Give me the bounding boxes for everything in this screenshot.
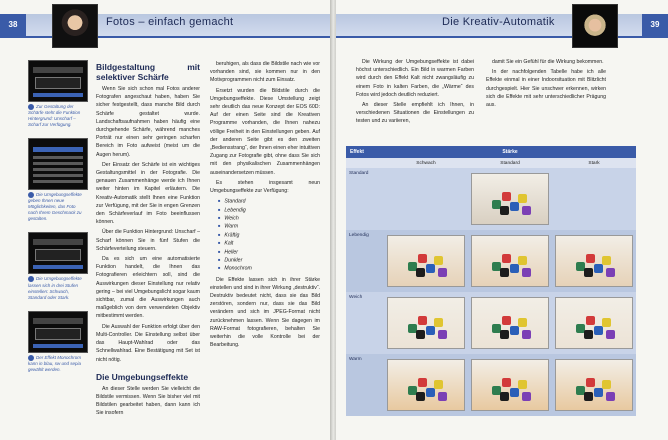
running-head: Die Kreativ-Automatik [442,16,555,28]
header-photo [572,4,618,48]
effect-sample-photo [555,297,633,349]
paragraph: Es stehen insgesamt neun Umgebungseffekte zur Verfügung: [210,179,320,195]
section-heading: Die Umgebungseffekte [96,371,189,382]
list-item: ■ Kalt [218,239,320,247]
effect-sample-photo [471,359,549,411]
paragraph: An dieser Stelle empfiehlt ich Ihnen, in verschiedenen Situationen die Einstellungen zu testen und zu variieren, [356,102,474,125]
table-row [346,292,636,354]
paragraph: An dieser Stelle werden Sie vielleicht die Bildstile vermissen. Wenn Sie bisher viel mit Bildstilen gearbeitet haben, dann kann ich Sie insofern [96,385,200,417]
effect-sample-photo [555,359,633,411]
table-subheader: Schwach [384,158,468,168]
effect-sample-photo [471,173,549,225]
left-page [0,0,332,440]
list-item: ■ Warm [218,222,320,230]
empty-cell [556,174,632,224]
effects-list [218,197,320,272]
text-column-1 [356,58,474,128]
table-row [346,354,636,416]
table-cell [384,230,468,292]
sidebar-caption: Der Effekt Monochrom kann in blau, sw und sepia gewählt werden. [28,354,82,372]
paragraph: Die Effekte lassen sich in ihrer Stärke einstellen und sind in ihrer Wirkung „destruktiv“. Destruktiv bedeutet nicht, dass sie das Bild zerstören, sondern nur, dass sie das Bild verändern und sich im JPEG-Format nicht zurücknehmen lassen. Wenn Sie dagegen im RAW-Format fotografieren, behalten Sie weiterhin die volle Kontrolle bei der Bearbeitung. [210,276,320,349]
table-cell [468,292,552,354]
caption-bullet-icon [28,192,34,198]
camera-screen [28,232,88,274]
list-item: ■ Kräftig [218,231,320,239]
list-item: ■ Lebendig [218,206,320,214]
table-cell [552,354,636,416]
effect-row-label: Lebendig [346,230,384,292]
table-subheader: Standard [468,158,552,168]
paragraph: Der Einsatz der Schärfe ist ein wichtiges Gestaltungsmittel in der Fotografie. Die genauen Zusammenhänge werde ich Ihnen weiter hinten im Kapitel erläutern. Die Kreativ-Automatik stellt Ihnen eine Funktion zur Verfügung, mit der Sie in engen Grenzen den Schärfeverlauf im Foto beeinflussen können. [96,161,200,226]
paragraph: Ersetzt wurden die Bildstile durch die Umgebungseffekte. Diese Umstellung zeigt sehr deutlich das neue Konzept der EOS 60D: Auf der einen Seite sind die Kreativen Programme vorhanden, die Ihnen nahezu völlige Freiheit in den Einstellungen geben. Auf der anderen Seite gibt es den zweiten „Bediensstrang“, der Ihnen einen eher intuitiven Zugang zur Fotografie gibt, ohne dass Sie sich mit den physikalischen Zusammenhängen auseinandersetzen müssen. [210,87,320,176]
left-header [0,0,332,48]
paragraph: Die Wirkung der Umgebungseffekte ist dabei höchst unterschiedlich. Ein Bild in warmen Farben wird durch den Effekt Kalt nicht zwangsläufig zu einem Foto in kalten Farben, die „Wärme“ des Fotos wird jedoch deutlich reduziert. [356,59,474,98]
running-head: Fotos – einfach gemacht [106,16,234,28]
table-cell [552,230,636,292]
sidebar-caption: Die Umgebungseffekte lassen sich in drei Stufen einstellen: Schwach, Standard oder Stark. [28,276,82,300]
caption-bullet-icon [28,355,34,361]
paragraph: beruhigen, als dass die Bildstile nach wie vor vorhanden sind, sie kommen nur in den Motivprogrammen nicht zum Einsatz. [210,61,320,84]
sidebar-caption: Die Umgebungseffekte geben Ihnen neue Möglichkeiten, das Foto nach Ihrem Geschmack zu gestalten. [28,192,82,222]
list-item: ■ Weich [218,214,320,222]
table-header-strength: Stärke [384,146,636,158]
table-row [346,168,636,230]
table-cell [384,354,468,416]
effect-row-label: Weich [346,292,384,354]
page-number: 38 [0,14,26,36]
empty-cell [388,174,464,224]
paragraph: Da es sich um eine automatisierte Funktion handelt, die Ihnen das Fotografieren erleichtern soll, sind die Auswirkungen dieser Einstellung nur relativ gering – bei viel Umgebungslicht sogar kaum sichtbar, zumal die Auswirkungen auch maßgeblich von dem verwendeten Objektiv mitbestimmt werden. [96,256,200,320]
camera-screen [28,60,88,102]
section-heading: Bildgestaltung mit selektiver Schärfe [96,62,200,82]
table-header-effect: Effekt [346,146,384,158]
effect-row-label: Standard [346,168,384,230]
list-item: ■ Standard [218,197,320,205]
effect-sample-photo [471,235,549,287]
effect-sample-photo [387,235,465,287]
paragraph: damit Sie ein Gefühl für die Wirkung bekommen. [492,59,604,65]
paragraph: In der nachfolgenden Tabelle habe ich alle Effekte einmal in einer Indoorsituation mit Blitzlicht durchgespielt. Hier Sie unschwer erkennen, wirken sich die Effekte mit sehr unterschiedlicher Prägung aus. [486,69,606,109]
table-cell [468,230,552,292]
effect-sample-photo [471,297,549,349]
list-item: ■ Heller [218,248,320,256]
table-cell [384,292,468,354]
table-row [346,230,636,292]
right-page [336,0,668,440]
table-cell [468,354,552,416]
effects-table [346,146,636,416]
effect-sample-photo [387,297,465,349]
effect-sample-photo [387,359,465,411]
camera-screen [28,311,88,353]
table-cell [552,168,636,230]
effect-row-label: Warm [346,354,384,416]
text-column-2 [486,58,606,111]
paragraph: Wenn Sie sich schon mal Fotos anderer Fotografen angeschaut haben, haben Sie sicher festgestellt, dass manche Bild durch Schärfe gestaltet wurde. Landschaftsaufnahmen haben häufig eine durchgehende Schärfe, während manches Porträt nur einen sehr geringen scharfen Bereich im Foto aufweist (meist um die Augen herum). [96,86,200,158]
table-subheader: Stark [552,158,636,168]
list-item: ■ Monochrom [218,264,320,272]
page-number: 39 [642,14,668,36]
right-header [336,0,668,48]
camera-menu-screen [28,138,88,190]
text-column-1 [96,62,200,420]
text-column-2 [210,60,320,351]
header-photo [52,4,98,48]
table-cell [552,292,636,354]
screenshot-sidebar [28,60,86,383]
list-item: ■ Dunkler [218,256,320,264]
sidebar-caption: Zur Gestaltung der Schärfe steht die Funktion Hintergrund: Unscharf – Scharf zur Verfügung. [28,104,81,128]
paragraph: Über die Funktion Hintergrund: Unscharf – Scharf können Sie in fünf Stufen die Schärfeverteilung steuern. [96,229,200,252]
caption-bullet-icon [28,104,34,110]
table-cell [468,168,552,230]
caption-bullet-icon [28,276,34,282]
effect-sample-photo [555,235,633,287]
table-cell [384,168,468,230]
paragraph: Die Auswahl der Funktion erfolgt über den Multi-Controller. Die Einstellung selbst über das Haupt-Wahlrad oder das Schnellwahlrad. Eine Bestätigung mit Set ist nicht nötig. [96,323,200,363]
